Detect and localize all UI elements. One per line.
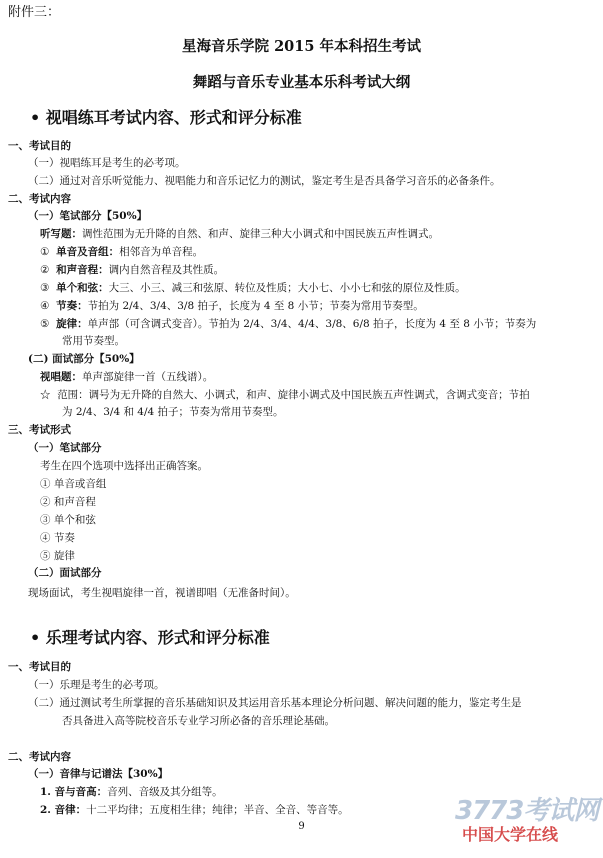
paragraph: 考生在四个选项中选择出正确答案。 (40, 460, 208, 472)
subsection-title: （一）音律与记谱法【30%】 (28, 768, 169, 780)
paragraph: （二）通过测试考生所掌握的音乐基础知识及其运用音乐基本理论分析问题、解决问题的能力，鉴定考生是 (28, 697, 522, 709)
list-item: ☆ 范围：调号为无升降的自然大、小调式，和声、旋律小调式及中国民族五声性调式，含调式变音；节拍 (40, 389, 530, 401)
subsection-title: (二) 面试部分【50%】 (28, 353, 140, 365)
list-item: ④ 节奏：节拍为 2/4、3/4、3/8 拍子，长度为 4 至 8 小节；节奏为常用节奏型。 (40, 300, 424, 312)
page-number: 9 (298, 821, 305, 832)
paragraph: （一）视唱练耳是考生的必考项。 (28, 157, 186, 169)
list-item: ② 和声音程 (40, 496, 96, 508)
list-item: ⑤ 旋律：单声部（可含调式变音）。节拍为 2/4、3/4、4/4、3/8、6/8 拍子，长度为 4 至 8 小节；节奏为 (40, 318, 537, 330)
list-item: ① 单音及音组：相邻音为单音程。 (40, 246, 204, 258)
paragraph: 视唱题：单声部旋律一首（五线谱）。 (40, 371, 214, 383)
list-item: ⑤ 旋律 (40, 550, 75, 562)
list-item-continuation: 常用节奏型。 (62, 335, 125, 347)
page-title: 星海音乐学院 2015 年本科招生考试 (182, 38, 421, 55)
section-subheading: 一、考试目的 (8, 140, 71, 152)
list-item: ④ 节奏 (40, 532, 75, 544)
section-heading-solfeggio: • 视唱练耳考试内容、形式和评分标准 (30, 108, 302, 127)
paragraph: 听写题：调性范围为无升降的自然、和声、旋律三种大小调式和中国民族五声性调式。 (40, 228, 439, 240)
list-item-continuation: 为 2/4、3/4 和 4/4 拍子；节奏为常用节奏型。 (62, 406, 284, 418)
paragraph: （一）乐理是考生的必考项。 (28, 679, 165, 691)
list-item: ③ 单个和弦 (40, 514, 96, 526)
attachment-label: 附件三： (8, 5, 61, 20)
star-icon: ☆ (40, 389, 51, 401)
section-subheading: 二、考试内容 (8, 193, 71, 205)
subsection-title: （二）面试部分 (28, 567, 102, 579)
paragraph: 现场面试，考生视唱旋律一首，视谱即唱（无准备时间）。 (28, 587, 296, 599)
section-subheading: 三、考试形式 (8, 424, 71, 436)
section-subheading: 二、考试内容 (8, 751, 71, 763)
paragraph: （二）通过对音乐听觉能力、视唱能力和音乐记忆力的测试，鉴定考生是否具备学习音乐的必备条件。 (28, 175, 501, 187)
watermark-logo: 3773考试网 (455, 796, 599, 826)
list-item: 2. 音律：十二平均律；五度相生律；纯律；半音、全音、等音等。 (40, 804, 349, 816)
list-item: 1. 音与音高：音列、音级及其分组等。 (40, 786, 223, 798)
list-item: ① 单音或音组 (40, 478, 107, 490)
subsection-title: （一）笔试部分 (28, 442, 102, 454)
list-item: ③ 单个和弦：大三、小三、减三和弦原、转位及性质；大小七、小小七和弦的原位及性质。 (40, 282, 466, 294)
section-subheading: 一、考试目的 (8, 661, 71, 673)
watermark-text: 中国大学在线 (462, 825, 559, 844)
section-heading-music-theory: • 乐理考试内容、形式和评分标准 (30, 628, 270, 647)
list-item: ② 和声音程：调内自然音程及其性质。 (40, 264, 225, 276)
paragraph-continuation: 否具备进入高等院校音乐专业学习所必备的音乐理论基础。 (62, 715, 335, 727)
subsection-title: （一）笔试部分【50%】 (28, 210, 148, 222)
page-subtitle: 舞蹈与音乐专业基本乐科考试大纲 (192, 74, 411, 91)
